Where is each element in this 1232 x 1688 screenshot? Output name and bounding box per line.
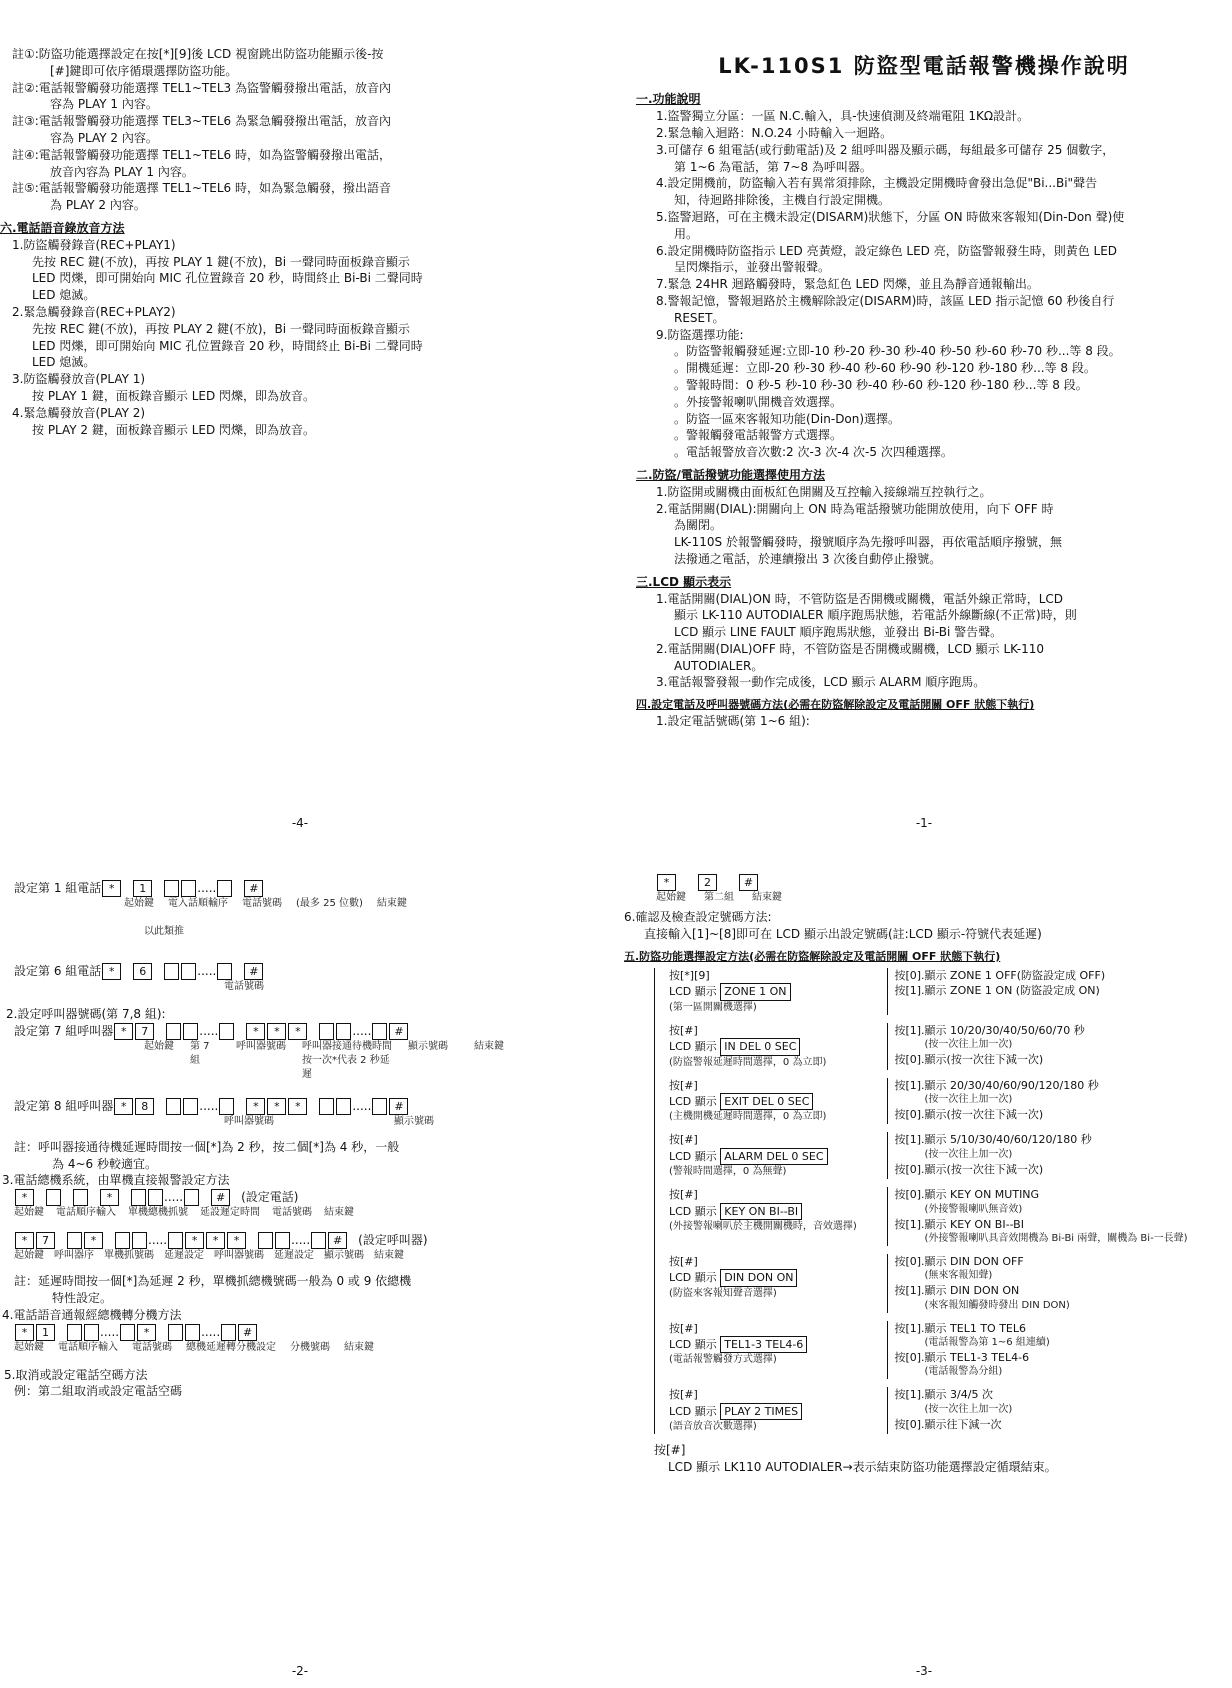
key-star: *: [102, 880, 121, 897]
digit-box: [275, 1232, 290, 1249]
note-line: 註③:電話報警觸發功能選擇 TEL3~TEL6 為緊急觸發撥出電話，放音內: [12, 114, 391, 129]
section-2-title: 2.設定呼叫器號碼(第 7,8 組):: [6, 1007, 166, 1021]
section-5-example: 例：第二組取消或設定電話空碼: [14, 1384, 183, 1399]
item-line: 法撥通之電話，於連續撥出 3 次後自動停止撥號。: [674, 551, 942, 566]
section-2-title: 二.防盜/電話撥號功能選擇使用方法: [636, 467, 825, 482]
note: 呼叫器序: [54, 1250, 94, 1262]
digit-box: [185, 1324, 200, 1341]
section-6-line: 直接輸入[1]~[8]即可在 LCD 顯示出設定號碼(註:LCD 顯示-符號代表延遲): [644, 926, 1042, 941]
digit-box: [336, 1023, 351, 1040]
item-line: LED 熄滅。: [32, 355, 96, 370]
flow-desc: (防盜來客報知聲音選擇): [669, 1287, 777, 1299]
item-line: 按 PLAY 1 鍵，面板錄音顯示 LED 閃爍，即為放音。: [32, 388, 316, 403]
flow-step: [669, 1187, 1232, 1246]
flow-lcd: LCD 顯示 EXIT DEL 0 SEC: [669, 1093, 877, 1110]
key-star: *: [137, 1324, 156, 1341]
key-star: *: [288, 1098, 307, 1115]
key-star: *: [15, 1324, 34, 1341]
page-4: [0, 0, 600, 840]
flow-option: 按[0].顯示 TEL1-3 TEL4-6: [894, 1351, 1030, 1365]
page-number: -4-: [291, 816, 309, 831]
flow-step-left: [669, 1132, 877, 1179]
note: 電話順序輸入: [58, 1341, 118, 1353]
note: 單機抓號碼: [104, 1250, 154, 1262]
flow-option-note: (外接警報喇叭無音效): [924, 1203, 1023, 1215]
flow-lcd: LCD 顯示 DIN DON ON: [669, 1269, 877, 1286]
page-2: [0, 860, 600, 1688]
lcd-value: TEL1-3 TEL4-6: [720, 1336, 807, 1353]
key-hash: #: [739, 874, 758, 891]
item-line: 4.設定開機前，防盜輸入若有異常須排除，主機設定開機時會發出急促"Bi...Bi"聲告: [656, 176, 1098, 191]
section-4-title: 四.設定電話及呼叫器號碼方法(必需在防盜解除設定及電話開關 OFF 狀態下執行): [636, 698, 1035, 712]
lcd-value: ZONE 1 ON: [720, 983, 790, 1000]
section-6-title: 六.電話語音錄放音方法: [0, 220, 125, 235]
flow-option: 按[0].顯示(按一次往下減一次): [894, 1107, 1044, 1121]
digit-box: [148, 1189, 163, 1206]
key-star: *: [246, 1098, 265, 1115]
flow-options: [887, 1132, 1232, 1179]
digit-box: [168, 1232, 183, 1249]
note-line: 為 PLAY 2 內容。: [50, 198, 146, 213]
flow-option-note: (按一次往上加一次): [924, 1039, 1013, 1051]
key-star: *: [288, 1023, 307, 1040]
flow-option-note: (按一次往上加一次): [924, 1148, 1013, 1160]
flow-press: 按[#]: [669, 1388, 698, 1402]
flow-step: [669, 968, 1232, 1015]
item-line: LED 閃爍，即可開始向 MIC 孔位置錄音 20 秒，時間終止 Bi-Bi 二聲同時: [32, 271, 423, 286]
item-line: 顯示 LK-110 AUTODIALER 順序跑馬狀態，若電話外線斷線(不正常)時，則: [674, 608, 1077, 623]
key-hash: #: [244, 963, 263, 980]
digit-box: [84, 1324, 99, 1341]
item-line: 5.盜警迴路，可在主機未設定(DISARM)狀態下，分區 ON 時做來客報知(Din-Don 聲)使: [656, 209, 1125, 224]
flow-option: 按[0].顯示 ZONE 1 OFF(防盜設定成 OFF): [894, 968, 1106, 982]
note: 呼叫器號碼: [236, 1040, 286, 1052]
flow-step: [669, 1023, 1232, 1070]
flow-desc: (警報時間選擇，0 為無聲): [669, 1166, 787, 1178]
flow-press: 按[#]: [669, 1188, 698, 1202]
flow-lcd: LCD 顯示 TEL1-3 TEL4-6: [669, 1336, 877, 1353]
digit-box: [184, 1189, 199, 1206]
row-notes: [14, 1341, 600, 1355]
flow-lcd: LCD 顯示 ALARM DEL 0 SEC: [669, 1148, 877, 1165]
key-star: *: [100, 1189, 119, 1206]
flow-option: 按[0].顯示(按一次往下減一次): [894, 1053, 1044, 1067]
digit-box: [181, 880, 196, 897]
flow-lcd: LCD 顯示 KEY ON BI--BI: [669, 1203, 877, 1220]
flow-step-left: [669, 1254, 877, 1313]
note: 結束鍵: [474, 1040, 504, 1052]
note-line: 註⑤:電話報警觸發功能選擇 TEL1~TEL6 時，如為緊急觸發，撥出語音: [12, 181, 391, 196]
item-line: 。警報觸發電話報警方式選擇。: [674, 428, 843, 443]
item-line: 2.緊急觸發錄音(REC+PLAY2): [12, 304, 176, 319]
flow-final-line: LCD 顯示 LK110 AUTODIALER→表示結束防盜功能選擇設定循環結束。: [668, 1460, 1057, 1475]
item-line: 9.防盜選擇功能:: [656, 327, 744, 342]
item-line: 1.防盜開或關機由面板紅色開關及互控輸入接線端互控執行之。: [656, 484, 992, 499]
item-line: 2.電話開關(DIAL):開關向上 ON 時為電話撥號功能開放使用，向下 OFF 時: [656, 501, 1054, 516]
flow-option-note: (外接警報喇叭具音效開機為 Bi-Bi 兩聲，關機為 Bi-一長聲): [924, 1232, 1188, 1244]
key-7: 7: [36, 1232, 55, 1249]
flow-option-note: (來客報知觸發時發出 DIN DON): [924, 1299, 1070, 1311]
note-1b: 為 4~6 秒較適宜。: [52, 1156, 157, 1171]
flow-option: 按[1].顯示 ZONE 1 ON (防盜設定成 ON): [894, 984, 1100, 998]
item-line: 1.電話開關(DIAL)ON 時，不管防盜是否開機或關機，電話外線正常時，LCD: [656, 591, 1064, 606]
key-star: *: [206, 1232, 225, 1249]
flow-lcd: LCD 顯示 PLAY 2 TIMES: [669, 1403, 877, 1420]
digit-box: [73, 1189, 88, 1206]
key-hash: #: [389, 1023, 408, 1040]
digit-box: [67, 1324, 82, 1341]
item-line: 4.緊急觸發放音(PLAY 2): [12, 405, 146, 420]
note: 第二組: [704, 892, 734, 903]
etc-text: 以此類推: [144, 926, 184, 937]
section-6-title: 6.確認及檢查設定號碼方法:: [624, 910, 772, 924]
digit-box: [258, 1232, 273, 1249]
note: 起始鍵: [656, 892, 686, 903]
pbx-pager-row: * 7 * ..... * * * ..... # (設定呼叫器): [14, 1232, 600, 1249]
flow-press: 按[*][9]: [669, 968, 710, 982]
key-7: 7: [135, 1023, 154, 1040]
section-1-title: 一.功能說明: [636, 92, 701, 107]
flow-press: 按[#]: [654, 1443, 686, 1458]
item-line: 3.可儲存 6 組電話(或行動電話)及 2 組呼叫器及顯示碼，每組最多可儲存 25 個數字，: [656, 142, 1115, 157]
row-notes: [14, 1249, 600, 1263]
note: 延遲設定: [164, 1250, 204, 1262]
phone-note: 電話號碼: [224, 981, 264, 992]
note: 結束鍵: [374, 1250, 404, 1262]
digit-box: [336, 1098, 351, 1115]
row-label: 設定第 7 組呼叫器: [14, 1023, 114, 1038]
page-title: LK-110S1 防盜型電話報警機操作說明: [718, 54, 1130, 78]
item-line: 。防盜警報觸發延遲:立即-10 秒-20 秒-30 秒-40 秒-50 秒-60 秒-70 秒...等 8 段。: [674, 344, 1121, 359]
lcd-value: DIN DON ON: [720, 1269, 797, 1286]
digit-box: [166, 1098, 181, 1115]
page-number: -2-: [291, 1664, 309, 1679]
note: 分機號碼: [290, 1341, 330, 1353]
note-1: 註：呼叫器接通待機延遲時間按一個[*]為 2 秒，按二個[*]為 4 秒，一般: [14, 1139, 400, 1154]
flow-option: 按[1].顯示 10/20/30/40/50/60/70 秒: [894, 1023, 1085, 1037]
note-line: 容為 PLAY 2 內容。: [50, 130, 158, 145]
item-line: 知，待迴路排除後，主機自行設定開機。: [674, 193, 891, 208]
digit-box: [67, 1232, 82, 1249]
flow-desc: (主機開機延遲時間選擇，0 為立即): [669, 1111, 827, 1123]
key-star: *: [246, 1023, 265, 1040]
lcd-value: EXIT DEL 0 SEC: [720, 1093, 813, 1110]
digit-box: [219, 1023, 234, 1040]
section-5-title: 5.取消或設定電話空碼方法: [4, 1367, 148, 1382]
item-line: 先按 REC 鍵(不放)，再按 PLAY 2 鍵(不放)，Bi 一聲同時面板錄音顯示: [32, 321, 410, 336]
flow-option: 按[1].顯示 KEY ON BI--BI: [894, 1217, 1024, 1231]
flow-desc: (第一區開關機選擇): [669, 1001, 757, 1013]
note-line: 註②:電話報警觸發功能選擇 TEL1~TEL3 為盜警觸發撥出電話，放音內: [12, 80, 391, 95]
lcd-value: PLAY 2 TIMES: [720, 1403, 802, 1420]
flow-step-left: [669, 1078, 877, 1125]
pager-8-row: 設定第 8 組呼叫器 * 8 ..... * * * ..... #: [14, 1098, 600, 1115]
phone-1-row: 設定第 1 組電話 * 1 ..... #: [14, 880, 600, 897]
row-notes: [656, 891, 1232, 905]
note: 呼叫器號碼: [224, 1115, 274, 1127]
digit-box: [217, 880, 232, 897]
flow-step: [669, 1321, 1232, 1380]
digit-box: [319, 1023, 334, 1040]
digit-box: [311, 1232, 326, 1249]
key-hash: #: [328, 1232, 347, 1249]
page-3: [616, 860, 1232, 1688]
row-label: 設定第 1 組電話: [14, 881, 102, 896]
note: 起始鍵: [144, 1040, 174, 1052]
page-1: [616, 0, 1232, 840]
flow-final: [654, 1442, 1232, 1476]
digit-box: [221, 1324, 236, 1341]
digit-box: [372, 1098, 387, 1115]
note: (最多 25 位數): [296, 898, 363, 909]
flow-option: 按[1].顯示 20/30/40/60/90/120/180 秒: [894, 1078, 1099, 1092]
set-pager-label: (設定呼叫器): [358, 1233, 428, 1248]
digit-box: [131, 1189, 146, 1206]
item-line: 1.設定電話號碼(第 1~6 組):: [656, 713, 810, 728]
key-star: *: [84, 1232, 103, 1249]
note-line: 容為 PLAY 1 內容。: [50, 97, 158, 112]
row-notes: [14, 1115, 600, 1129]
item-line: 3.防盜觸發放音(PLAY 1): [12, 372, 146, 387]
digit-box: [164, 880, 179, 897]
flow-option-note: (無來客報知聲): [924, 1270, 993, 1282]
note: 結束鍵: [376, 898, 407, 909]
flow-options: [887, 1187, 1232, 1246]
key-2: 2: [698, 874, 717, 891]
note: 單機總機抓號: [128, 1207, 188, 1219]
pager-7-row: 設定第 7 組呼叫器 * 7 ..... * * * ..... #: [14, 1023, 600, 1040]
item-line: 。警報時間：0 秒-5 秒-10 秒-30 秒-40 秒-60 秒-120 秒-180 秒...等 8 段。: [674, 377, 1088, 392]
flow-options: [887, 1254, 1232, 1313]
flow-desc: (電話報警觸發方式選擇): [669, 1354, 777, 1366]
flow-option: 按[0].顯示 KEY ON MUTING: [894, 1188, 1040, 1202]
note: 電話號碼: [132, 1341, 172, 1353]
flow-options: [887, 1387, 1232, 1434]
extension-row: * 1 ..... * ..... #: [14, 1324, 600, 1341]
flow-press: 按[#]: [669, 1254, 698, 1268]
key-star: *: [267, 1098, 286, 1115]
note-line: 註④:電話報警觸發功能選擇 TEL1~TEL6 時，如為盜警觸發撥出電話，: [12, 147, 391, 162]
note: 電話號碼: [272, 1207, 312, 1219]
item-line: 1.防盜觸發錄音(REC+PLAY1): [12, 237, 176, 252]
note-2: 註：延遲時間按一個[*]為延遲 2 秒，單機抓總機號碼一般為 0 或 9 依總機: [14, 1274, 412, 1289]
note: 呼叫器號碼: [214, 1250, 264, 1262]
key-8: 8: [135, 1098, 154, 1115]
flow-options: [887, 1023, 1232, 1070]
digit-box: [183, 1023, 198, 1040]
digit-box: [46, 1189, 61, 1206]
item-line: 。電話報警放音次數:2 次-3 次-4 次-5 次四種選擇。: [674, 445, 953, 460]
flow-option-note: (按一次往上加一次): [924, 1093, 1013, 1105]
key-star: *: [185, 1232, 204, 1249]
item-line: 第 1~6 為電話，第 7~8 為呼叫器。: [674, 159, 872, 174]
item-line: 用。: [674, 226, 699, 241]
item-line: 1.盜警獨立分區：一區 N.C.輸入，具-快速偵測及終端電阻 1KΩ設計。: [656, 109, 1030, 124]
item-line: 2.緊急輸入迴路：N.O.24 小時輸入一迴路。: [656, 125, 893, 140]
note-2b: 特性設定。: [52, 1290, 113, 1305]
flow-step: [669, 1387, 1232, 1434]
item-line: 先按 REC 鍵(不放)，再按 PLAY 1 鍵(不放)，Bi 一聲同時面板錄音顯示: [32, 254, 410, 269]
item-line: 呈閃爍指示，並發出警報聲。: [674, 260, 831, 275]
flow-option-note: (電話報警為分組): [924, 1366, 1003, 1378]
flow-step: [669, 1078, 1232, 1125]
note-line: [#]鍵即可依序循環選擇防盜功能。: [50, 63, 238, 78]
flow-option: 按[1].顯示 DIN DON ON: [894, 1284, 1020, 1298]
note: 結束鍵: [324, 1207, 354, 1219]
flow-step-left: [669, 1387, 877, 1434]
section-5-title: 五.防盜功能選擇設定方法(必需在防盜解除設定及電話開關 OFF 狀態下執行): [624, 949, 1001, 963]
section-3-title: 三.LCD 顯示表示: [636, 574, 732, 589]
note-line: 放音內容為 PLAY 1 內容。: [50, 164, 194, 179]
item-line: RESET。: [674, 310, 725, 325]
key-hash: #: [211, 1189, 230, 1206]
item-line: LK-110S 於報警觸發時，撥號順序為先撥呼叫器，再依電話順序撥號，無: [674, 535, 1062, 550]
item-line: 按 PLAY 2 鍵，面板錄音顯示 LED 閃爍，即為放音。: [32, 422, 316, 437]
flow-option: 按[0].顯示(按一次往下減一次): [894, 1162, 1044, 1176]
note: 結束鍵: [344, 1341, 374, 1353]
item-line: 。防盜一區來客報知功能(Din-Don)選擇。: [674, 411, 901, 426]
key-star: *: [114, 1098, 133, 1115]
item-line: LED 閃爍，即可開始向 MIC 孔位置錄音 20 秒，時間終止 Bi-Bi 二聲同時: [32, 338, 423, 353]
flow-step-left: [669, 1023, 877, 1070]
flow-press: 按[#]: [669, 1321, 698, 1335]
note: 電話號碼: [242, 898, 282, 909]
key-star: *: [657, 874, 676, 891]
row-label: 設定第 8 組呼叫器: [14, 1098, 114, 1113]
item-line: 為關閉。: [674, 518, 723, 533]
flow-option: 按[0].顯示往下減一次: [894, 1417, 1002, 1431]
digit-box: [319, 1098, 334, 1115]
section-4-title: 4.電話語音通報經總機轉分機方法: [2, 1307, 182, 1322]
key-hash: #: [389, 1098, 408, 1115]
flow-lcd: LCD 顯示 IN DEL 0 SEC: [669, 1038, 877, 1055]
row-notes: [14, 1206, 600, 1220]
phone-6-row: 設定第 6 組電話 * 6 ..... #: [14, 963, 600, 980]
key-1: 1: [36, 1324, 55, 1341]
pbx-phone-row: * * ..... # (設定電話): [14, 1189, 600, 1206]
note: 電入話順輸序: [168, 898, 228, 909]
digit-box: [372, 1023, 387, 1040]
flow-option: 按[1].顯示 TEL1 TO TEL6: [894, 1321, 1027, 1335]
item-line: LCD 顯示 LINE FAULT 順序跑馬狀態，並發出 Bi-Bi 警告聲。: [674, 625, 1003, 640]
flow-desc: (外接警報喇叭於主機開關機時，音效選擇): [669, 1220, 857, 1232]
item-line: 6.設定開機時防盜指示 LED 亮黃燈，設定綠色 LED 亮，防盜警報發生時，則黃色 LED: [656, 243, 1118, 258]
item-line: 3.電話報警發報一動作完成後，LCD 顯示 ALARM 順序跑馬。: [656, 675, 986, 690]
key-hash: #: [244, 880, 263, 897]
page-number: -3-: [915, 1664, 933, 1679]
flow-desc: (語音放音次數選擇): [669, 1421, 757, 1433]
key-star: *: [114, 1023, 133, 1040]
key-star: *: [15, 1189, 34, 1206]
flow-option: 按[0].顯示 DIN DON OFF: [894, 1254, 1024, 1268]
flow-press: 按[#]: [669, 1133, 698, 1147]
item-line: 2.電話開關(DIAL)OFF 時，不管防盜是否開機或關機，LCD 顯示 LK-110: [656, 641, 1045, 656]
note: 總機延遲轉分機設定: [186, 1341, 276, 1353]
key-6: 6: [133, 963, 152, 980]
section-3-title: 3.電話總機系統，由單機直接報警設定方法: [2, 1173, 230, 1188]
flow-press: 按[#]: [669, 1078, 698, 1092]
flow-step-left: [669, 1187, 877, 1246]
key-star: *: [15, 1232, 34, 1249]
flow-option-note: (電話報警為第 1~6 組連續): [924, 1337, 1050, 1349]
digit-box: [181, 963, 196, 980]
key-star: *: [227, 1232, 246, 1249]
note: 結束鍵: [752, 892, 782, 903]
note: 第 7 組: [190, 1040, 210, 1066]
note: 延設遲定時間: [200, 1207, 260, 1219]
flow-step-left: [669, 968, 877, 1015]
digit-box: [120, 1324, 135, 1341]
flow-options: [887, 968, 1232, 1015]
flow-step: [669, 1254, 1232, 1313]
digit-box: [164, 963, 179, 980]
item-line: LED 熄滅。: [32, 288, 96, 303]
key-star: *: [102, 963, 121, 980]
note: 顯示號碼: [408, 1040, 448, 1052]
note: 起始鍵: [124, 898, 154, 909]
row-notes: [14, 897, 600, 911]
item-line: 。外接警報喇叭開機音效選擇。: [674, 394, 843, 409]
flow-lcd: LCD 顯示 ZONE 1 ON: [669, 983, 877, 1000]
digit-box: [115, 1232, 130, 1249]
item-line: 7.緊急 24HR 迴路觸發時，緊急紅色 LED 閃爍，並且為靜音通報輸出。: [656, 277, 1039, 292]
row-notes: [14, 1040, 600, 1082]
digit-box: [183, 1098, 198, 1115]
flow-option: 按[1].顯示 5/10/30/40/60/120/180 秒: [894, 1133, 1092, 1147]
digit-box: [132, 1232, 147, 1249]
page-number: -1-: [915, 816, 933, 831]
note: 電話順序輸入: [56, 1207, 116, 1219]
row-label: 設定第 6 組電話: [14, 964, 102, 979]
digit-box: [217, 963, 232, 980]
flow-step-left: [669, 1321, 877, 1380]
clear-row: [656, 874, 1232, 891]
key-1: 1: [133, 880, 152, 897]
item-line: 8.警報記憶，警報迴路於主機解除設定(DISARM)時，該區 LED 指示記憶 60 秒後自行: [656, 293, 1115, 308]
flow-options: [887, 1078, 1232, 1125]
flow-desc: (防盜警報延遲時間選擇，0 為立即): [669, 1056, 827, 1068]
lcd-value: KEY ON BI--BI: [720, 1203, 802, 1220]
note-line: 註①:防盜功能選擇設定在按[*][9]後 LCD 視窗跳出防盜功能顯示後-按: [12, 47, 384, 61]
note: 呼叫器接通待機時間按一次*代表 2 秒延遲: [302, 1040, 392, 1080]
lcd-value: IN DEL 0 SEC: [720, 1038, 800, 1055]
note: 起始鍵: [14, 1250, 44, 1262]
note: 顯示號碼: [324, 1250, 364, 1262]
note: 顯示號碼: [394, 1115, 434, 1127]
function-flowchart: [654, 968, 1232, 1434]
item-line: 。開機延遲：立即-20 秒-30 秒-40 秒-60 秒-90 秒-120 秒-180 秒...等 8 段。: [674, 361, 1096, 376]
item-line: AUTODIALER。: [674, 658, 764, 673]
flow-option-note: (按一次往上加一次): [924, 1403, 1013, 1415]
flow-options: [887, 1321, 1232, 1380]
flow-press: 按[#]: [669, 1023, 698, 1037]
key-hash: #: [238, 1324, 257, 1341]
flow-step: [669, 1132, 1232, 1179]
digit-box: [166, 1023, 181, 1040]
note: 起始鍵: [14, 1341, 44, 1353]
set-phone-label: (設定電話): [241, 1190, 299, 1205]
note: 延遲設定: [274, 1250, 314, 1262]
key-star: *: [267, 1023, 286, 1040]
lcd-value: ALARM DEL 0 SEC: [720, 1148, 827, 1165]
note: 起始鍵: [14, 1207, 44, 1219]
flow-option: 按[1].顯示 3/4/5 次: [894, 1388, 993, 1402]
digit-box: [168, 1324, 183, 1341]
digit-box: [219, 1098, 234, 1115]
